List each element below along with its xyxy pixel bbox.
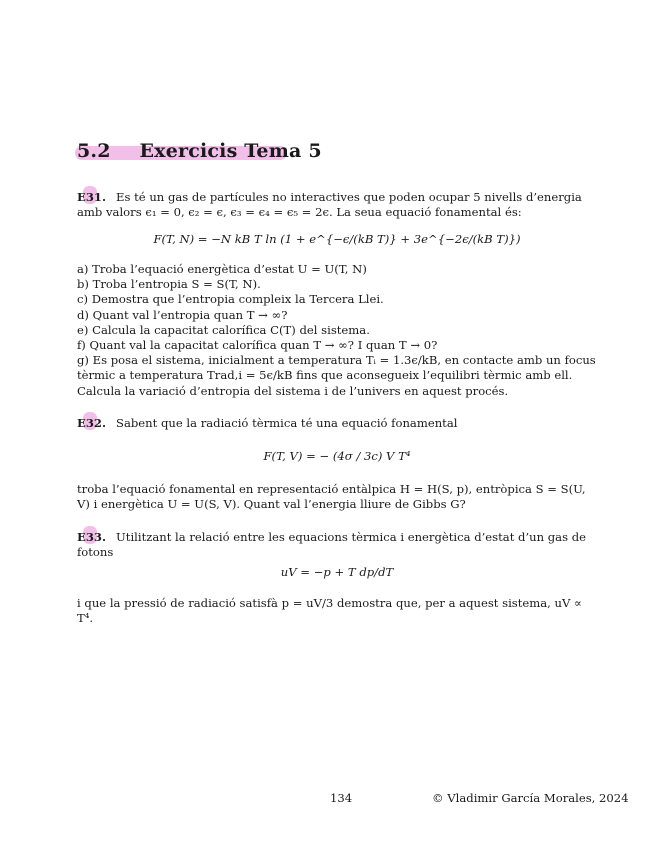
page-number: 134 [330,791,353,805]
list-item: e) Calcula la capacitat calorífica C(T) del sistema. [77,322,370,337]
list-item: a) Troba l’equació energètica d’estat U = U(T, N) [77,262,367,276]
section-number: 5.2 [77,140,111,162]
exercise-body: i que la pressió de radiació satisfà p = uV/3 demostra que, per a aquest sistema, uV ∝ T⁴. [77,596,582,626]
list-item: c) Demostra que l’entropia compleix la Tercera Llei. [77,292,384,307]
exercise-32-body [77,482,597,512]
equation-33 [77,565,597,579]
exercise-intro: Sabent que la radiació tèrmica té una equació fonamental [116,416,458,430]
exercise-intro: Es té un gas de partícules no interactives que poden ocupar 5 nivells d’energia amb valors ϵ₁ = 0, ϵ₂ = ϵ, ϵ₃ = ϵ₄ = ϵ₅ = 2ϵ. La seua equació fonamental és: [77,190,582,220]
exercise-33-body [77,596,597,626]
equation-text: F(T, V) = − (4σ / 3c) V T⁴ [263,449,411,463]
exercise-body: troba l’equació fonamental en representació entàlpica H = H(S, p), entròpica S = S(U, V) i energètica U = U(S, V). Quant val l’energia lliure de Gibbs G? [77,482,586,512]
list-item: g) Es posa el sistema, inicialment a temperatura Tᵢ = 1.3ϵ/kB, en contacte amb un focus tèrmic a temperatura Trad,i = 5ϵ/kB fins que aconsegueix l’equilibri tèrmic amb ell. Calcula la variació d’entropia del sistema i de l’univers en aquest procés. [77,353,596,398]
section-title: Exercicis Tema 5 [139,140,322,162]
exercise-31-items [77,262,597,399]
exercise-32 [77,416,597,431]
exercise-label: E33. [77,530,106,545]
list-item: b) Troba l’entropia S = S(T, N). [77,277,261,292]
exercise-33 [77,530,597,560]
exercise-label: E31. [77,190,106,205]
section-heading [77,140,322,162]
equation-31 [77,232,597,246]
exercise-label: E32. [77,416,106,431]
exercise-intro: Utilitzant la relació entre les equacions tèrmica i energètica d’estat d’un gas de fotons [77,530,587,560]
equation-text: F(T, N) = −N kB T ln (1 + e^{−ϵ/(kB T)} + 3e^{−2ϵ/(kB T)}) [153,232,521,246]
equation-text: uV = −p + T dp/dT [280,565,394,579]
equation-32 [77,449,597,463]
exercise-31 [77,190,597,220]
list-item: d) Quant val l’entropia quan T → ∞? [77,307,288,322]
list-item: f) Quant val la capacitat calorífica quan T → ∞? I quan T → 0? [77,338,438,353]
copyright: © Vladimir García Morales, 2024 [432,791,629,805]
